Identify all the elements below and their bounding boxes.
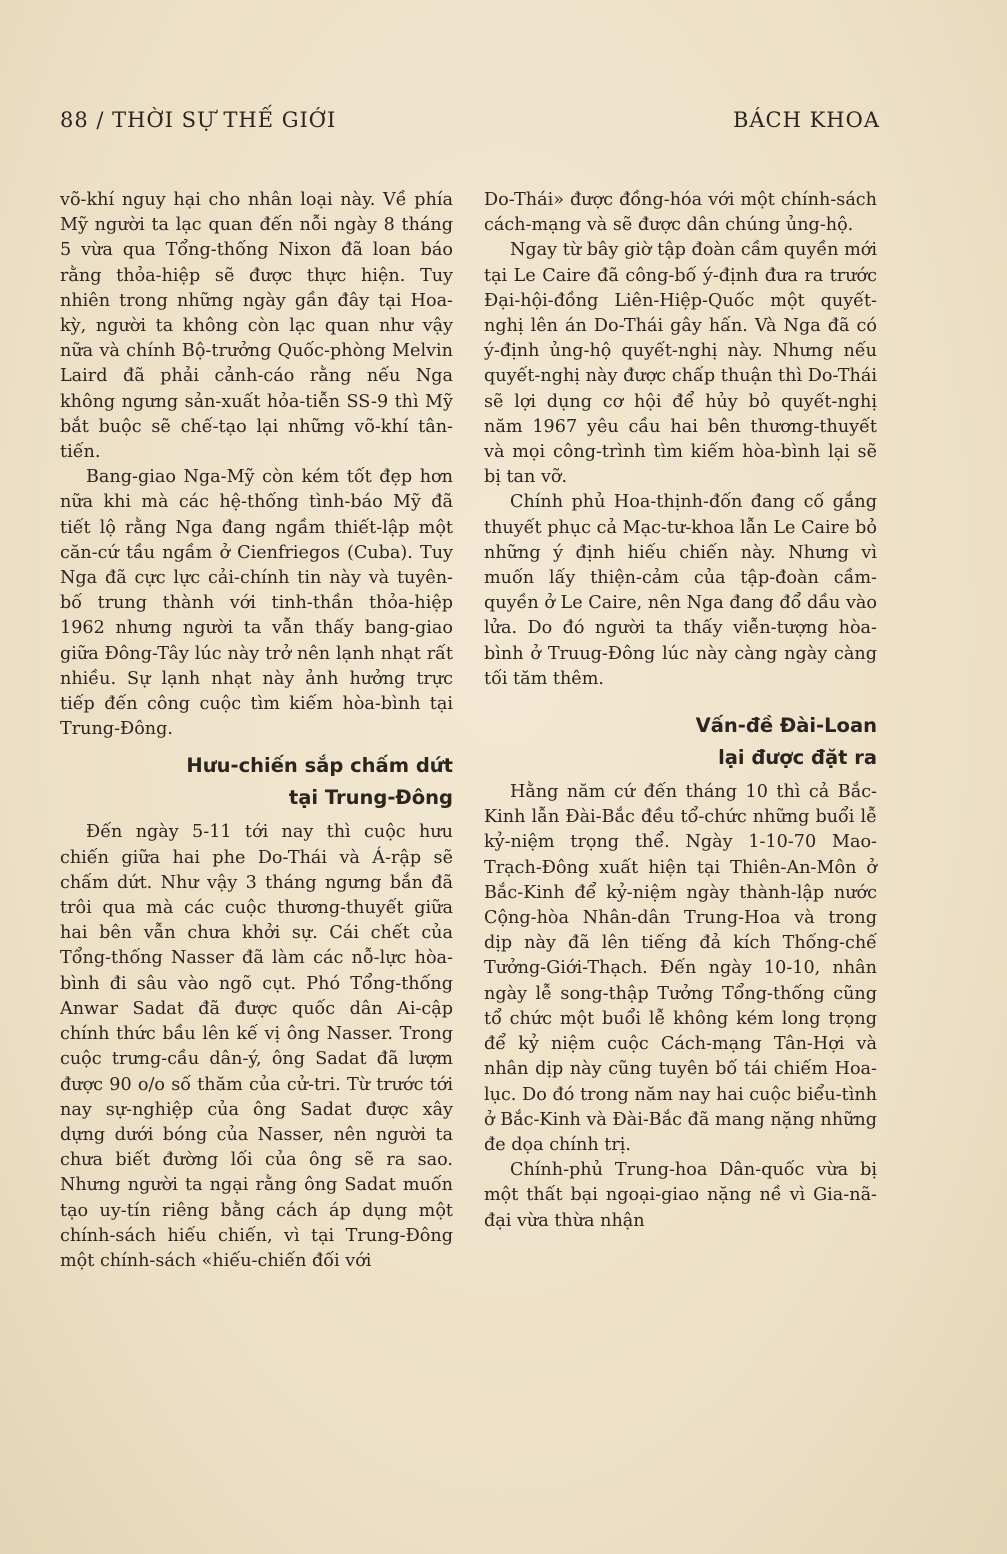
page-header bbox=[60, 108, 880, 142]
heading-line: Hưu-chiến sắp chấm dứt bbox=[186, 754, 453, 778]
section-heading bbox=[60, 750, 453, 814]
paragraph: Do-Thái» được đồng-hóa với một chính-sách cách-mạng và sẽ được dân chúng ủng-hộ. bbox=[484, 190, 877, 236]
section-heading bbox=[484, 710, 877, 774]
heading-line: lại được đặt ra bbox=[718, 746, 877, 770]
left-column bbox=[60, 188, 453, 1274]
heading-line: Vấn-đề Đài-Loan bbox=[695, 714, 877, 738]
magazine-name: BÁCH KHOA bbox=[732, 108, 880, 132]
heading-line: tại Trung-Đông bbox=[288, 786, 453, 810]
paragraph: Hằng năm cứ đến tháng 10 thì cả Bắc-Kinh lẫn Đài-Bắc đều tổ-chức những buổi lễ kỷ-niệm trọng thể. Ngày 1-10-70 Mao-Trạch-Đông xuất hiện tại Thiên-An-Môn ở Bắc-Kinh để kỷ-niệm ngày thành-lập nước Cộng-hòa Nhân-dân Trung-Hoa và trong dịp này đã lên tiếng đả kích Thống-chế Tưởng-Giới-Thạch. Đến ngày 10-10, nhân ngày lễ song-thập Tưởng Tổng-thống cũng tổ chức một buổi lễ không kém long trọng để kỷ niệm cuộc Cách-mạng Tân-Hợi và nhân dịp này cũng tuyên bố tái chiếm Hoa-lục. Do đó trong năm nay hai cuộc biểu-tình ở Bắc-Kinh và Đài-Bắc đã mang nặng những đe dọa chính trị. bbox=[484, 782, 877, 1155]
paragraph: Ngay từ bây giờ tập đoàn cầm quyền mới tại Le Caire đã công-bố ý-định đưa ra trước Đại-hội-đồng Liên-Hiệp-Quốc một quyết-nghị lên án Do-Thái gây hấn. Và Nga đã có ý-định ủng-hộ quyết-nghị này. Nhưng nếu quyết-nghị này được chấp thuận thì Do-Thái sẽ lợi dụng cơ hội để hủy bỏ quyết-nghị năm 1967 yêu cầu hai bên thương-thuyết và mọi công-trình tìm kiếm hòa-bình lại sẽ bị tan vỡ. bbox=[484, 240, 877, 488]
paragraph: Bang-giao Nga-Mỹ còn kém tốt đẹp hơn nữa khi mà các hệ-thống tình-báo Mỹ đã tiết lộ rằng Nga đang ngầm thiết-lập một căn-cứ tầu ngầm ở Cienfriegos (Cuba). Tuy Nga đã cực lực cải-chính tin này và tuyên-bố trung thành với tinh-thần thỏa-hiệp 1962 nhưng người ta vẫn thấy bang-giao giữa Đông-Tây lúc này trở nên lạnh nhạt rất nhiều. Sự lạnh nhạt này ảnh hưởng trực tiếp đến công cuộc tìm kiếm hòa-bình tại Trung-Đông. bbox=[60, 467, 453, 740]
paragraph: Đến ngày 5-11 tới nay thì cuộc hưu chiến giữa hai phe Do-Thái và Á-rập sẽ chấm dứt. Như vậy 3 tháng ngưng bắn đã trôi qua mà các cuộc thương-thuyết giữa hai bên vẫn chưa khởi sự. Cái chết của Tổng-thống Nasser đã làm các nỗ-lực hòa-bình đi sâu vào ngõ cụt. Phó Tổng-thống Anwar Sadat đã được quốc dân Ai-cập chính thức bầu lên kế vị ông Nasser. Trong cuộc trưng-cầu dân-ý, ông Sadat đã lượm được 90 o/o số thăm của cử-tri. Từ trước tới nay sự-nghiệp của ông Sadat được xây dựng dưới bóng của Nasser, nên người ta chưa biết đường lối của ông sẽ ra sao. Nhưng người ta ngại rằng ông Sadat muốn tạo uy-tín riêng bằng cách áp dụng một chính-sách hiếu chiến, vì tại Trung-Đông một chính-sách «hiếu-chiến đối với bbox=[60, 822, 453, 1271]
paragraph: võ-khí nguy hại cho nhân loại này. Về phía Mỹ người ta lạc quan đến nỗi ngày 8 tháng 5 vừa qua Tổng-thống Nixon đã loan báo rằng thỏa-hiệp sẽ được thực hiện. Tuy nhiên trong những ngày gần đây tại Hoa-kỳ, người ta không còn lạc quan như vậy nữa và chính Bộ-trưởng Quốc-phòng Melvin Laird đã phải cảnh-cáo rằng nếu Nga không ngưng sản-xuất hỏa-tiễn SS-9 thì Mỹ bắt buộc sẽ chế-tạo lại những võ-khí tân-tiến. bbox=[60, 190, 453, 463]
right-column bbox=[484, 188, 877, 1234]
paragraph: Chính phủ Hoa-thịnh-đốn đang cố gắng thuyết phục cả Mạc-tư-khoa lẫn Le Caire bỏ những ý định hiếu chiến này. Nhưng vì muốn lấy thiện-cảm của tập-đoàn cầm-quyền ở Le Caire, nên Nga đang đổ dầu vào lửa. Do đó người ta thấy viễn-tượng hòa-bình ở Truug-Đông lúc này càng ngày càng tối tăm thêm. bbox=[484, 492, 877, 689]
paragraph: Chính-phủ Trung-hoa Dân-quốc vừa bị một thất bại ngoại-giao nặng nề vì Gia-nã-đại vừa thừa nhận bbox=[484, 1160, 877, 1231]
running-title: 88 / THỜI SỰ THẾ GIỚI bbox=[60, 108, 337, 132]
